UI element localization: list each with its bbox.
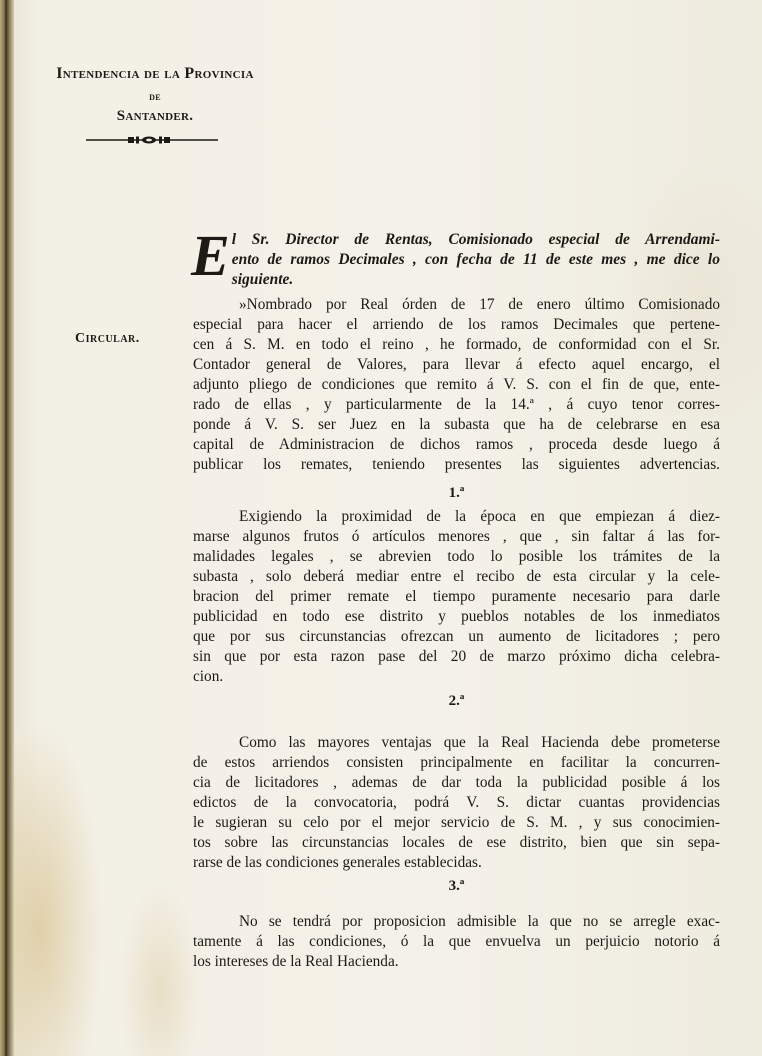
- header-de: de: [149, 89, 161, 103]
- text-line: que por sus circunstancias ofrezcan un aumento de licitadores ; pero: [193, 628, 720, 645]
- text-line: subasta , solo deberá mediar entre el recibo de esta circular y la cele-: [193, 568, 720, 585]
- text-line: especial para hacer el arriendo de los ramos Decimales que pertene-: [193, 316, 720, 333]
- text-line: tos sobre las circunstancias locales de ese distrito, bien que sin sepa-: [193, 834, 720, 851]
- intro-line: l Sr. Director de Rentas, Comisionado especial de Arrendami-: [231, 231, 720, 248]
- text-line: Contador general de Valores, para llevar á efecto aquel encargo, el: [193, 356, 720, 373]
- text-line: le sugieran su celo por el mejor servicio de S. M. , y sus conocimien-: [193, 814, 720, 831]
- text-line: tamente á las condiciones, ó la que envuelva un perjuicio notorio á: [193, 933, 720, 950]
- text-line: capital de Administracion de dichos ramos , proceda desde luego á: [193, 436, 720, 453]
- section-2-paragraph: [193, 733, 720, 873]
- text-line: publicar los remates, teniendo presentes las siguientes advertencias.: [193, 456, 720, 473]
- text-line: de estos arriendos consisten principalmente en facilitar la concurren-: [193, 754, 720, 771]
- intro-line: ento de ramos Decimales , con fecha de 11 de este mes , me dice lo: [231, 251, 720, 268]
- text-line: Exigiendo la proximidad de la época en que empiezan á diez-: [239, 508, 720, 525]
- text-line: ponde á V. S. ser Juez en la subasta que ha de celebrarse en esa: [193, 416, 720, 433]
- section-number-3: 3.ª: [448, 878, 465, 894]
- text-line: adjunto pliego de condiciones que remito á V. S. con el fin de que, ente-: [193, 376, 720, 393]
- text-line: rarse de las condiciones generales establecidas.: [193, 854, 482, 871]
- paragraph-nombrado: [193, 295, 720, 475]
- text-line: Como las mayores ventajas que la Real Hacienda debe prometerse: [239, 734, 720, 751]
- text-line: cion.: [193, 668, 224, 685]
- text-line: malidades legales , se abrevien todo lo posible los trámites de la: [193, 548, 720, 565]
- document-header: [30, 64, 280, 126]
- text-line: rado de ellas , y particularmente de la 14.ª , á cuyo tenor corres-: [193, 396, 720, 413]
- text-line: edictos de la convocatoria, podrá V. S. dictar cuantas providencias: [193, 794, 720, 811]
- header-santander: Santander.: [116, 108, 194, 124]
- ornament-rule-icon: [86, 136, 218, 144]
- intro-line: siguiente.: [231, 271, 294, 288]
- section-number-1: 1.ª: [448, 485, 465, 501]
- text-line: los intereses de la Real Hacienda.: [193, 953, 399, 970]
- text-line: cen á S. M. en todo el reino , he formado, de conformidad con el Sr.: [193, 336, 720, 353]
- section-1-paragraph: [193, 507, 720, 687]
- text-line: No se tendrá por proposicion admisible la que no se arregle exac-: [239, 913, 720, 930]
- header-intendencia: Intendencia de la Provincia: [56, 65, 254, 82]
- book-spine: [0, 0, 14, 1056]
- drop-cap: E: [191, 223, 230, 288]
- text-line: sin que por esta razon pase del 20 de marzo próximo dicha celebra-: [193, 648, 720, 665]
- section-number-2: 2.ª: [448, 693, 465, 709]
- text-line: publicidad en todo ese distrito y pueblos notables de los inmediatos: [193, 608, 720, 625]
- text-line: »Nombrado por Real órden de 17 de enero último Comisionado: [239, 296, 720, 313]
- intro-paragraph: [191, 223, 720, 290]
- margin-label-circular: Circular.: [75, 331, 140, 346]
- text-line: bracion del primer remate el tiempo puramente necesario para darle: [193, 588, 720, 605]
- text-line: cia de licitadores , ademas de dar toda la publicidad posible á los: [193, 774, 720, 791]
- text-line: marse algunos frutos ó artículos menores , que , sin faltar á las for-: [193, 528, 720, 545]
- section-3-paragraph: [193, 912, 720, 972]
